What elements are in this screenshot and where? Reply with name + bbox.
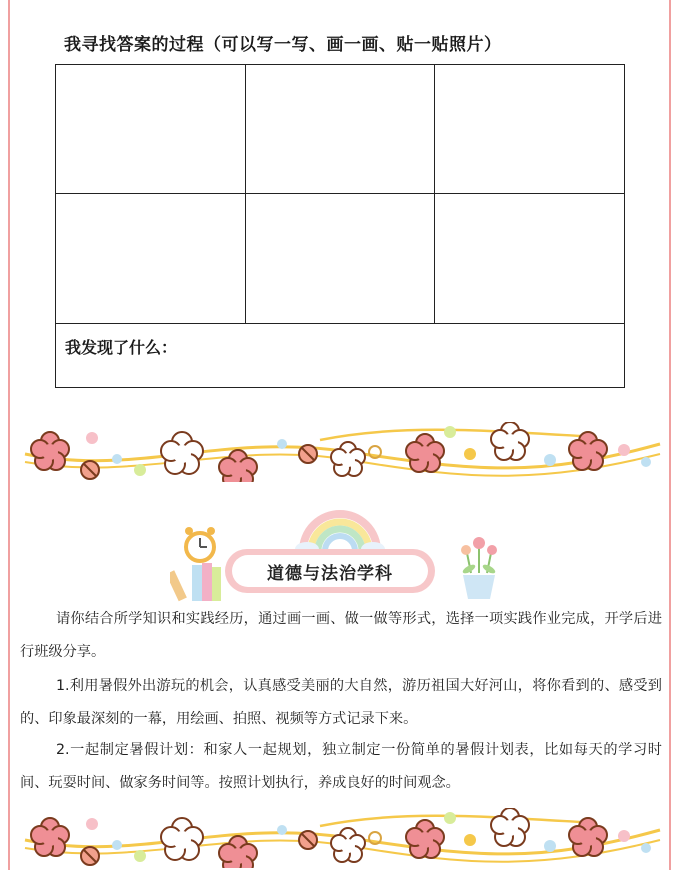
- dot-icon: [544, 840, 556, 852]
- dot-icon: [112, 454, 122, 464]
- dot-icon: [444, 812, 456, 824]
- task-1-paragraph: 1.利用暑假外出游玩的机会，认真感受美丽的大自然，游历祖国大好河山，将你看到的、感受到的、印象最深刻的一幕，用绘画、拍照、视频等方式记录下来。: [20, 678, 662, 727]
- rainbow-icon: [295, 505, 385, 555]
- grid-cell[interactable]: [246, 65, 435, 194]
- grid-cell[interactable]: [435, 65, 624, 194]
- flower-ribbon-divider: [20, 808, 665, 868]
- flower-icon: [31, 432, 69, 470]
- flower-icon: [569, 818, 607, 856]
- page-border-left: [8, 0, 10, 870]
- flower-icon: [569, 432, 607, 470]
- flower-icon: [31, 818, 69, 856]
- dot-icon: [134, 464, 146, 476]
- dot-icon: [112, 840, 122, 850]
- flower-icon: [331, 828, 365, 862]
- grid-cell[interactable]: [435, 194, 624, 324]
- ladybug-icon: [299, 445, 317, 463]
- flower-icon: [161, 818, 203, 860]
- dot-icon: [544, 454, 556, 466]
- dot-icon: [618, 830, 630, 842]
- dot-icon: [464, 834, 476, 846]
- ladybug-icon: [81, 847, 99, 865]
- flower-icon: [406, 820, 444, 858]
- flower-icon: [406, 434, 444, 472]
- dot-icon: [618, 444, 630, 456]
- dot-icon: [86, 432, 98, 444]
- grid-cell[interactable]: [56, 65, 246, 194]
- flower-icon: [331, 442, 365, 476]
- dot-icon: [134, 850, 146, 862]
- subject-pill: [225, 549, 435, 593]
- dot-icon: [641, 843, 651, 853]
- task-2-paragraph: 2.一起制定暑假计划：和家人一起规划，独立制定一份简单的暑假计划表，比如每天的学习时间、玩耍时间、做家务时间等。按照计划执行，养成良好的时间观念。: [20, 742, 662, 791]
- dot-icon: [277, 439, 287, 449]
- dot-icon: [464, 448, 476, 460]
- dot-icon: [277, 825, 287, 835]
- dot-icon: [641, 457, 651, 467]
- dot-icon: [444, 426, 456, 438]
- flower-icon: [161, 432, 203, 474]
- intro-paragraph: 请你结合所学知识和实践经历，通过画一画、做一做等形式，选择一项实践作业完成，开学后进行班级分享。: [20, 611, 662, 660]
- finding-label: 我发现了什么：: [65, 338, 178, 357]
- process-title: 我寻找答案的过程（可以写一写、画一画、贴一贴照片）: [64, 35, 502, 55]
- grid-cell[interactable]: [246, 194, 435, 324]
- dot-icon: [86, 818, 98, 830]
- ladybug-icon: [299, 831, 317, 849]
- ladybug-icon: [81, 461, 99, 479]
- flower-icon: [491, 422, 529, 460]
- answer-grid: [55, 64, 625, 388]
- page-border-right: [669, 0, 671, 870]
- finding-row[interactable]: [56, 324, 624, 387]
- books-icon: [170, 561, 230, 605]
- grid-cell[interactable]: [56, 194, 246, 324]
- flower-icon: [491, 808, 529, 846]
- subject-banner: [170, 505, 510, 605]
- flower-ribbon-divider: [20, 422, 665, 482]
- flower-pot-icon: [453, 533, 505, 603]
- subject-title: 道德与法治学科: [267, 563, 393, 584]
